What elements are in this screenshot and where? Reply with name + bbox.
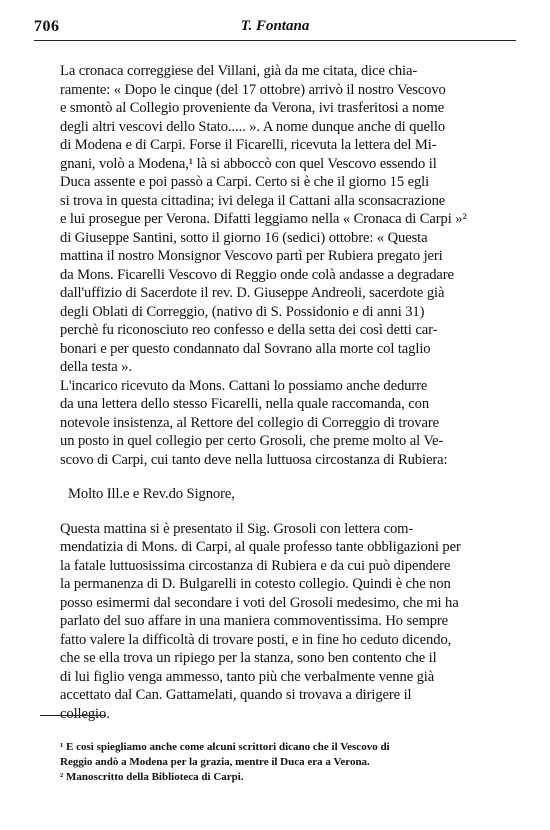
text-line: di Modena e di Carpi. Forse il Ficarelli, ricevuta la lettera del Mi- [60,137,437,153]
footnote-line: Reggio andò a Modena per la grazia, mentre il Duca era a Verona. [60,756,370,768]
text-line: dall'uffizio di Sacerdote il rev. D. Giuseppe Andreoli, sacerdote già [60,285,445,301]
header-rule [34,40,516,41]
footnote-line: ¹ E così spiegliamo anche come alcuni scrittori dicano che il Vescovo di [60,741,390,753]
text-line: parlato del suo affare in una maniera commoventissima. Ho sempre [60,613,449,629]
text-line: collegio. [60,705,110,722]
text-line: posso esimermi dal secondare i voti del Grosoli medesimo, che mi ha [60,594,459,611]
text-line: accettato dal Can. Gattamelati, quando si trovava a dirigere il [60,687,412,703]
letter-greeting: Molto Ill.e e Rev.do Signore, [68,486,235,502]
body-text [60,62,512,723]
text-line: si trova in questa cittadina; ivi delega il Cattani alla sconsacrazione [60,192,446,209]
text-line: La cronaca correggiese del Villani, già da me citata, dice chia- [60,63,418,79]
text-line: scovo di Carpi, cui tanto deve nella luttuosa circostanza di Rubiera: [60,451,448,468]
text-line: gnani, volò a Modena,¹ là si abboccò con quel Vescovo essendo il [60,155,437,172]
text-line: da Mons. Ficarelli Vescovo di Reggio onde colà andasse a degradare [60,266,454,283]
text-line: mendatizia di Mons. di Carpi, al quale professo tante obbligazioni per [60,539,461,555]
text-line: e smontò al Collegio proveniente da Verona, ivi trasferitosi a nome [60,100,445,116]
text-line: mattina il nostro Monsignor Vescovo partì per Rubiera pregato jeri [60,248,443,264]
footnote-line: ² Manoscritto della Biblioteca di Carpi. [60,771,244,783]
text-line: notevole insistenza, al Rettore del collegio di Correggio di trovare [60,414,440,431]
text-line: di Giuseppe Santini, sotto il giorno 16 (sedici) ottobre: « Questa [60,229,428,246]
paragraph-2 [60,377,512,470]
page-number: 706 [34,18,60,35]
text-line: un posto in quel collegio per certo Grosoli, che preme molto al Ve- [60,433,444,449]
text-line: della testa ». [60,359,132,375]
text-line: Questa mattina si è presentato il Sig. Grosoli con lettera com- [60,520,414,537]
text-line: che se ella trova un ripiego per la stanza, sono ben contento che il [60,650,437,666]
text-line: fatto valere la difficoltà di trovare posti, e in fine ho ceduto dicendo, [60,631,452,648]
footnote-rule [40,715,106,716]
text-line: la fatale luttuosissima circostanza di Rubiera e da cui può dipendere [60,557,451,574]
text-line: e lui prosegue per Verona. Difatti leggiamo nella « Cronaca di Carpi »² [60,211,467,227]
text-line: di lui figlio venga ammesso, tanto più che verbalmente venne già [60,668,435,685]
text-line: degli Oblati di Correggio, (nativo di S. Possidonio e di anni 31) [60,303,425,320]
spacer [60,469,512,485]
text-line: L'incarico ricevuto da Mons. Cattani lo possiamo anche dedurre [60,377,428,394]
spacer [60,504,512,520]
text-line: ramente: « Dopo le cinque (del 17 ottobre) arrivò il nostro Vescovo [60,81,446,98]
quoted-letter [60,520,512,724]
text-line: da una lettera dello stesso Ficarelli, nella quale raccomanda, con [60,396,430,412]
text-line: bonari e per questo condannato dal Sovrano alla morte col taglio [60,340,431,357]
page-header [34,18,516,40]
text-line: Duca assente e poi passò a Carpi. Certo si è che il giorno 15 egli [60,174,430,190]
running-head: T. Fontana [240,18,310,34]
text-line: perchè fu riconosciuto reo confesso e della setta dei così detti car- [60,322,438,338]
paragraph-1 [60,62,512,377]
text-line: la permanenza di D. Bulgarelli in cotesto collegio. Quindi è che non [60,576,451,592]
footnotes [60,740,520,785]
text-line: degli altri vescovi dello Stato..... ». A nome dunque anche di quello [60,118,446,135]
